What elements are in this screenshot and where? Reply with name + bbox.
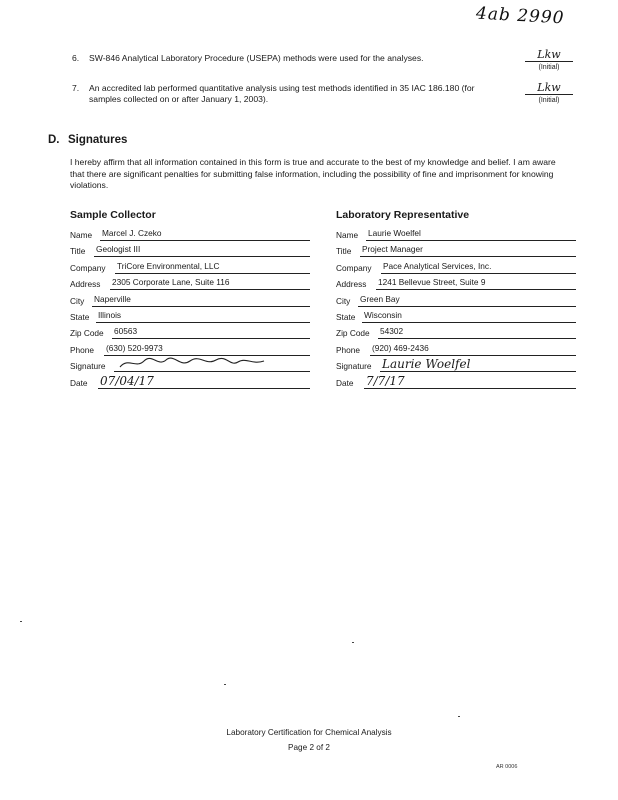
certification-item-7 bbox=[0, 83, 618, 109]
field-label: Date bbox=[336, 377, 354, 388]
item-number: 7. bbox=[72, 83, 80, 93]
field-value: Illinois bbox=[98, 310, 122, 320]
field-label: Phone bbox=[70, 344, 94, 355]
section-title: Signatures bbox=[68, 134, 128, 146]
scan-speck bbox=[458, 716, 460, 717]
form-row-address bbox=[70, 278, 310, 290]
form-row-address bbox=[336, 278, 576, 290]
section-heading bbox=[48, 134, 127, 146]
field-label: City bbox=[70, 295, 85, 306]
form-row-city bbox=[70, 295, 310, 307]
footer-page-number: Page 2 of 2 bbox=[288, 743, 330, 752]
corner-handwritten-number: 4ab 2990 bbox=[475, 3, 565, 29]
form-row-zip-code bbox=[70, 327, 310, 339]
field-value: 1241 Bellevue Street, Suite 9 bbox=[378, 277, 486, 288]
form-row-signature bbox=[336, 357, 576, 372]
form-row-state bbox=[70, 311, 310, 323]
field-label: Signature bbox=[336, 361, 372, 372]
form-row-name bbox=[336, 229, 576, 241]
field-label: Signature bbox=[70, 361, 106, 372]
field-line bbox=[378, 326, 576, 339]
form-row-name bbox=[70, 229, 310, 241]
field-value: (630) 520-9973 bbox=[106, 342, 163, 353]
form-row-signature bbox=[70, 360, 310, 372]
item-text: An accredited lab performed quantitative analysis using test methods identified in 35 IAC 186.180 (for samples collected on or after January 1, 2003). bbox=[89, 83, 475, 104]
field-label: City bbox=[336, 295, 351, 306]
field-label: Company bbox=[70, 262, 106, 273]
field-label: Title bbox=[70, 246, 86, 257]
form-row-title bbox=[336, 245, 576, 257]
scan-speck bbox=[20, 621, 22, 622]
field-label: Zip Code bbox=[336, 328, 370, 339]
form-row-date bbox=[336, 373, 576, 389]
field-value: Pace Analytical Services, Inc. bbox=[383, 260, 492, 271]
initials-caption: (Initial) bbox=[538, 64, 560, 71]
field-line bbox=[94, 244, 310, 257]
field-label: Address bbox=[70, 279, 101, 290]
form-row-phone bbox=[70, 344, 310, 356]
initials-box bbox=[525, 48, 573, 73]
field-line bbox=[98, 373, 310, 389]
field-value: Marcel J. Czeko bbox=[102, 228, 162, 238]
field-line bbox=[360, 244, 576, 257]
signature-value: Laurie Woelfel bbox=[382, 357, 471, 372]
field-value: Naperville bbox=[94, 293, 131, 304]
field-label: State bbox=[70, 312, 90, 322]
field-value: Laurie Woelfel bbox=[368, 228, 421, 238]
field-value: TriCore Environmental, LLC bbox=[117, 260, 220, 271]
field-line bbox=[110, 277, 310, 290]
initials-mark: Lkw bbox=[525, 81, 573, 95]
field-label: Phone bbox=[336, 344, 360, 355]
affirmation-paragraph: I hereby affirm that all information contained in this form is true and accurate to the best of my knowledge and belief. I am aware that there are significant penalties for submitting false information, including the possibility of fine and imprisonment for knowing violations. bbox=[70, 157, 556, 190]
form-row-zip-code bbox=[336, 327, 576, 339]
form-row-company bbox=[336, 262, 576, 274]
field-label: Name bbox=[336, 230, 359, 240]
lab-representative-heading: Laboratory Representative bbox=[336, 209, 470, 221]
field-value: 07/04/17 bbox=[100, 373, 154, 388]
field-value: 7/7/17 bbox=[366, 373, 405, 388]
field-value: 2305 Corporate Lane, Suite 116 bbox=[112, 277, 230, 288]
field-label: Title bbox=[336, 246, 352, 257]
field-line bbox=[114, 371, 310, 372]
field-line bbox=[381, 260, 576, 274]
field-line bbox=[358, 293, 576, 307]
sample-collector-heading: Sample Collector bbox=[70, 209, 156, 221]
field-line bbox=[115, 260, 310, 274]
field-line bbox=[370, 342, 576, 356]
initials-box bbox=[525, 81, 573, 106]
field-label: State bbox=[336, 312, 356, 322]
certification-item-6 bbox=[0, 48, 618, 77]
document-code: AR 0006 bbox=[496, 764, 518, 770]
field-value: Green Bay bbox=[360, 293, 400, 304]
field-label: Zip Code bbox=[70, 328, 104, 339]
field-line bbox=[364, 373, 576, 389]
field-value: Wisconsin bbox=[364, 310, 402, 320]
form-row-phone bbox=[336, 344, 576, 356]
field-value: Geologist III bbox=[96, 244, 141, 255]
form-row-company bbox=[70, 262, 310, 274]
field-line bbox=[96, 310, 310, 323]
field-line bbox=[92, 293, 310, 307]
item-text: SW-846 Analytical Laboratory Procedure (USEPA) methods were used for the analyses. bbox=[89, 53, 424, 63]
field-label: Date bbox=[70, 377, 88, 388]
initials-mark: Lkw bbox=[525, 48, 573, 62]
field-label: Company bbox=[336, 262, 372, 273]
field-line bbox=[100, 228, 310, 241]
form-row-state bbox=[336, 311, 576, 323]
field-value: Project Manager bbox=[362, 244, 423, 255]
section-letter: D. bbox=[48, 134, 60, 146]
scan-speck bbox=[352, 642, 354, 643]
item-number: 6. bbox=[72, 53, 80, 63]
field-line bbox=[380, 357, 576, 372]
field-value: (920) 469-2436 bbox=[372, 342, 429, 353]
field-value: 54302 bbox=[380, 326, 404, 337]
field-line bbox=[112, 326, 310, 339]
field-line bbox=[362, 310, 576, 323]
initials-caption: (Initial) bbox=[538, 97, 560, 104]
handwritten-signature-icon bbox=[118, 355, 268, 371]
form-row-city bbox=[336, 295, 576, 307]
form-row-title bbox=[70, 245, 310, 257]
field-label: Address bbox=[336, 279, 367, 290]
field-line bbox=[376, 277, 576, 290]
footer-title: Laboratory Certification for Chemical Analysis bbox=[226, 728, 392, 737]
field-label: Name bbox=[70, 230, 93, 240]
form-row-date bbox=[70, 373, 310, 389]
scan-speck bbox=[224, 684, 226, 685]
field-line bbox=[366, 228, 576, 241]
field-value: 60563 bbox=[114, 326, 138, 337]
